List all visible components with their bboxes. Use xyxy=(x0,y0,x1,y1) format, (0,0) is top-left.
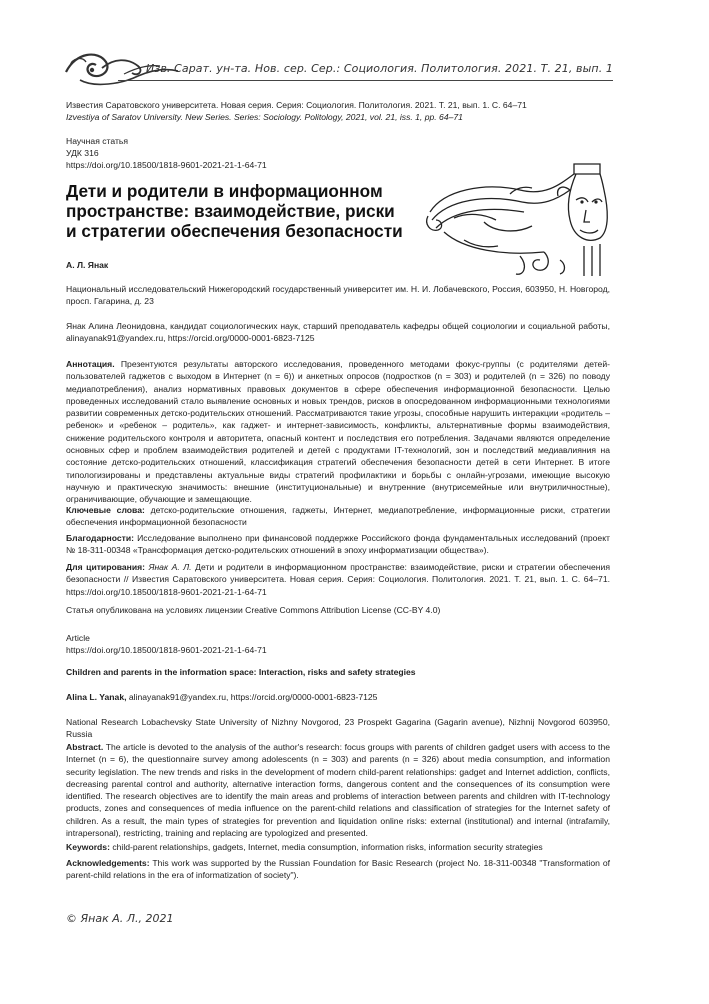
cite-ru-author: Янак А. Л. xyxy=(148,562,192,572)
title-en: Children and parents in the information space: Interaction, risks and safety strategies xyxy=(66,667,416,677)
acknowledgment-en xyxy=(66,857,610,882)
abstract-en xyxy=(66,741,610,839)
author-en xyxy=(66,691,610,703)
acknowledgment-ru-text: Исследование выполнено при финансовой поддержке Российского фонда фундаментальных исследований (проект № 18-311-00348 «Трансформация детско-родительских отношений в эпоху информатизации общества»). xyxy=(66,533,610,556)
cite-ru-label: Для цитирования: xyxy=(66,562,146,572)
title-line: Дети и родители в информационном xyxy=(66,181,383,201)
acknowledgment-en-text: This work was supported by the Russian Foundation for Basic Research (project No. 18-311-00348 "Transformation of parent-child relations in the era of informatization of society"). xyxy=(66,858,610,881)
article-title xyxy=(66,181,411,241)
keywords-en-text: child-parent relationships, gadgets, Internet, media consumption, information risks, information security strategies xyxy=(112,842,543,852)
citation-en: Izvestiya of Saratov University. New Series. Series: Sociology. Politology, 2021, vol. 21, iss. 1, pp. 64–71 xyxy=(66,112,463,122)
abstract-ru xyxy=(66,358,610,506)
doi-link[interactable]: https://doi.org/10.18500/1818-9601-2021-21-1-64-71 xyxy=(66,160,267,170)
keywords-ru-label: Ключевые слова: xyxy=(66,505,145,515)
article-type: Научная статья xyxy=(66,136,129,146)
affiliation-en: National Research Lobachevsky State University of Nizhny Novgorod, 23 Prospekt Gagarina (Gagarin avenue), Nizhnij Novgorod 603950, Russia xyxy=(66,717,610,740)
author-en-name: Alina L. Yanak, xyxy=(66,692,127,702)
journal-running-head: Изв. Сарат. ун-та. Нов. сер. Сер.: Социология. Политология. 2021. Т. 21, вып. 1 xyxy=(146,62,613,75)
keywords-ru-text: детско-родительские отношения, гаджеты, Интернет, медиапотребление, информационные риски, стратегии обеспечения информационной безопасности xyxy=(66,505,610,528)
acknowledgment-ru-label: Благодарности: xyxy=(66,533,134,543)
author-en-contacts: alinayanak91@yandex.ru, https://orcid.org/0000-0001-6823-7125 xyxy=(128,692,378,702)
keywords-en-label: Keywords: xyxy=(66,842,110,852)
abstract-ru-label: Аннотация. xyxy=(66,359,115,369)
doi-link-en[interactable]: https://doi.org/10.18500/1818-9601-2021-21-1-64-71 xyxy=(66,645,267,655)
article-type-en: Article xyxy=(66,633,90,643)
title-line: и стратегии обеспечения безопасности xyxy=(66,221,403,241)
cite-ru-text: Дети и родители в информационном пространстве: взаимодействие, риски и стратегии обеспечения безопасности // Известия Саратовского университета. Новая серия. Серия: Социология. Политология. 2021. Т. 21, вып. 1. С. 64–71. https://doi.org/10.18500/1818-9601-2021-21-1-64-71 xyxy=(66,562,611,597)
cite-ru xyxy=(66,561,610,598)
copyright-footer: © Янак А. Л., 2021 xyxy=(66,912,174,925)
author-info-ru: Янак Алина Леонидовна, кандидат социологических наук, старший преподаватель кафедры общей социологии и социальной работы, alinayanak91@yandex.ru, https://orcid.org/0000-0001-6823-7125 xyxy=(66,321,610,344)
abstract-en-text: The article is devoted to the analysis of the author's research: focus groups with parents of children gadget users with access to the Internet (n = 6), the questionnaire survey among adolescents (n = 303) and parents (n = 326) about media consumption, and information security legislation. The new trends and risks in the development of modern child-parent relationships: gadget and Internet addiction, conflicts, decreasing parental control and authority, alternative interaction forms, dangerous content and the consequences of its consumption were identified. The research objectives are to identify the main areas and problems of interaction between parents and children with IT-technology products, zones and consequences of media influence on the parent-child relations and classification of strategies for the Internet safety of children. As a result, the main types of strategies for prevention and liquidation online risks: external (institutional) and internal (intrafamily, intrapersonal), restricting, training and replacing are typologized and presented. xyxy=(66,742,611,839)
udk: УДК 316 xyxy=(66,148,99,158)
acknowledgment-en-label: Acknowledgements: xyxy=(66,858,150,868)
affiliation-ru: Национальный исследовательский Нижегородский государственный университет им. Н. И. Лобачевского, Россия, 603950, Н. Новгород, просп. Гагарина, д. 23 xyxy=(66,284,610,307)
keywords-en xyxy=(66,841,610,853)
title-line: пространстве: взаимодействие, риски xyxy=(66,201,395,221)
citation-ru: Известия Саратовского университета. Новая серия. Серия: Социология. Политология. 2021. Т. 21, вып. 1. С. 64–71 xyxy=(66,100,527,110)
header-rule xyxy=(118,80,613,81)
abstract-ru-text: Презентуются результаты авторского исследования, проведенного методами фокус-группы (с родителями детей-пользователей гаджетов с выходом в Интернет (n = 6)) и анкетных опросов (подростков (n = 303) и родителей (n = 326) по поводу медиапотребления), анализ нормативных правовых документов в сфере обеспечения информационной безопасности. Целью проведенных исследований стало выявление основных и новых трендов, рисков в опосредованном информационными технологиями развитии современных детско-родительских отношений. Рассматриваются такие угрозы, способные нарушить интеракции «родитель – ребенок» и «ребенок – родитель», как гаджет- и интернет-зависимость, конфликты, альтернативные формы взаимодействия, снижение родительского контроля и авторитета, опасный контент и последствия его потребления. Задачами являются определение основных сфер и проблем взаимодействия родителей и детей с продуктами IT-технологий, зон и последствий медиавлияния на состояние детско-родительских отношений, классификация стратегий обеспечения безопасности детей в сети Интернет. В итоге типологизированы и представлены актуальные виды стратегий профилактики и борьбы с онлайн-угрозами, имеющие высокую научную и практическую значимость: внешние (институциональные) и внутренние (внутрисемейные или внутриличностные), ограничивающие, обучающие и замещающие. xyxy=(66,359,610,505)
author-name: А. Л. Янак xyxy=(66,260,109,270)
keywords-ru xyxy=(66,504,610,529)
license-ru: Статья опубликована на условиях лицензии Creative Commons Attribution License (CC-BY 4.0) xyxy=(66,605,441,615)
abstract-en-label: Abstract. xyxy=(66,742,104,752)
acknowledgment-ru xyxy=(66,532,610,557)
